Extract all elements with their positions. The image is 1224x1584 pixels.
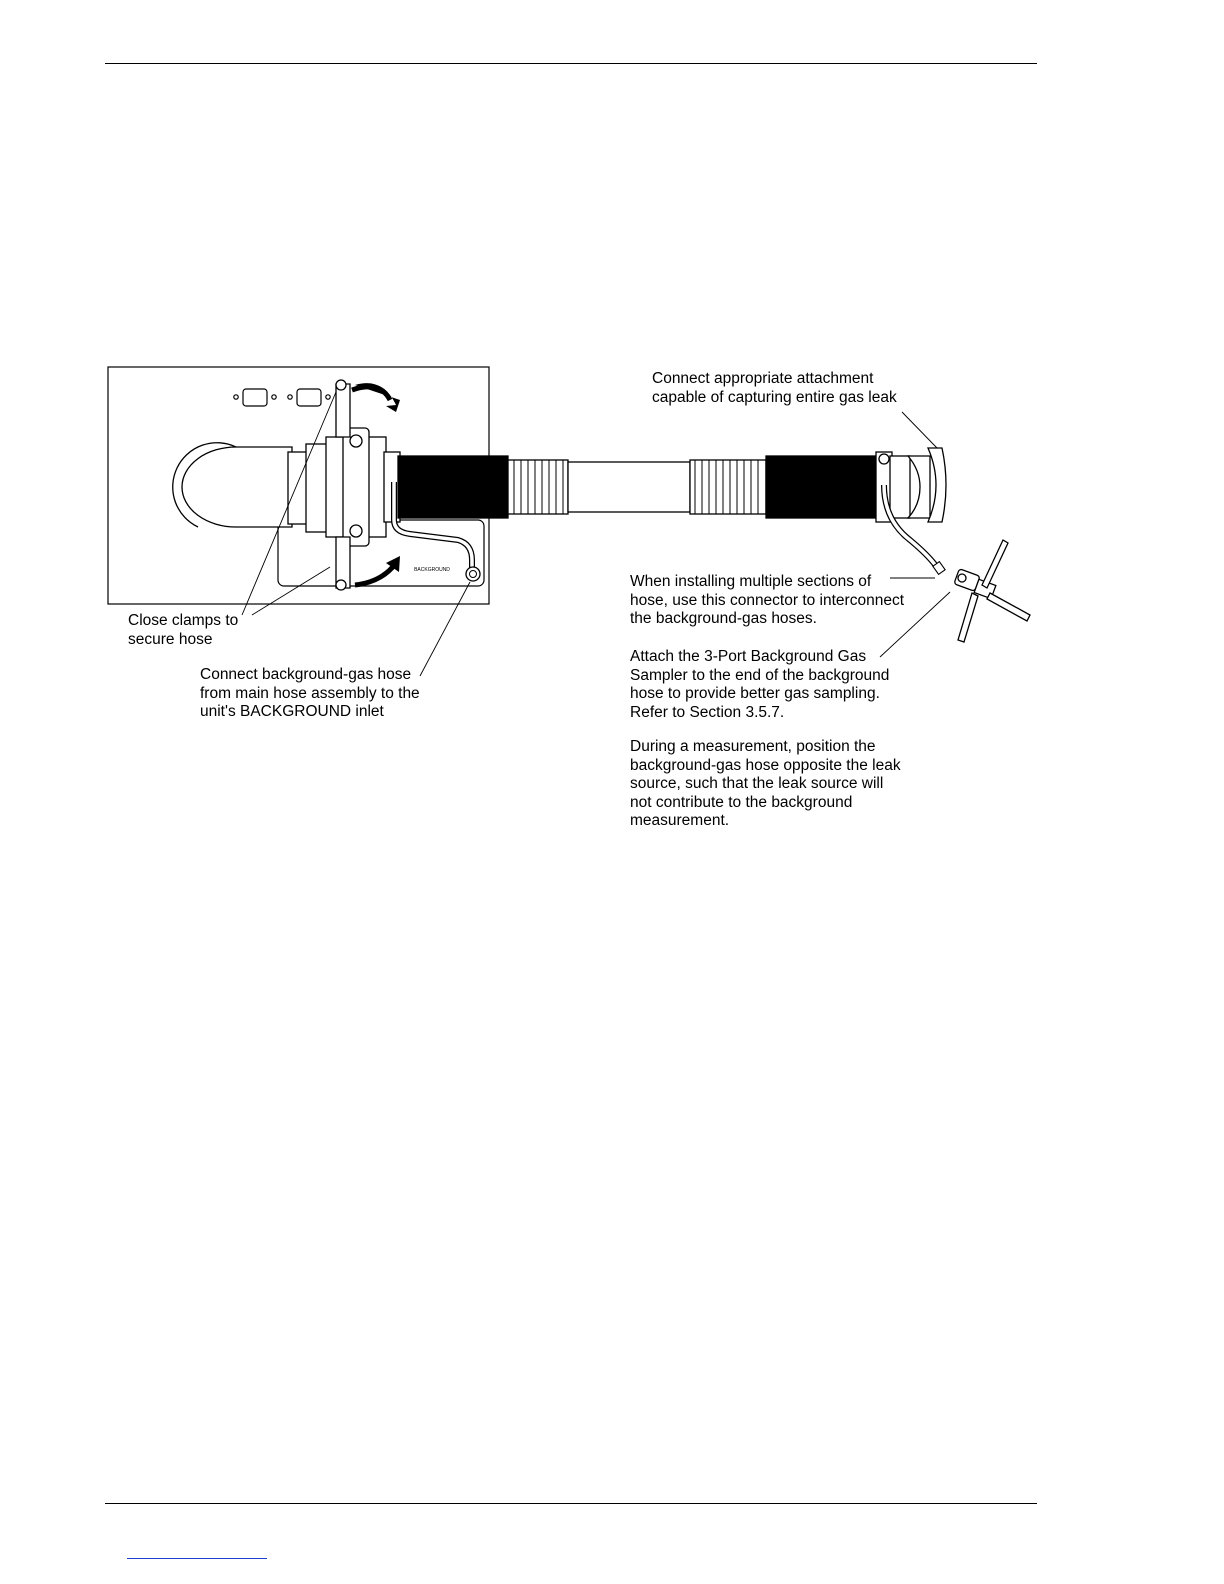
background-label-text: BACKGROUND xyxy=(414,567,450,573)
measurement-callout: During a measurement, position the background-gas hose opposite the leak source, such that the leak source will not contribute to the background measurement. xyxy=(630,738,901,829)
background-hose-callout: Connect background-gas hose from main hose assembly to the unit's BACKGROUND inlet xyxy=(200,666,420,720)
attachment-callout: Connect appropriate attachment capable of capturing entire gas leak xyxy=(652,370,897,406)
footer-link-underline xyxy=(127,1558,267,1559)
three-port-gas-sampler xyxy=(954,540,1030,642)
close-clamps-callout: Close clamps to secure hose xyxy=(128,612,239,648)
sampler-callout: Attach the 3-Port Background Gas Sampler to the end of the background hose to provide better gas sampling. Refer to Section 3.5.7. xyxy=(630,648,890,721)
footer-rule xyxy=(105,1503,1037,1504)
main-hose xyxy=(398,452,892,522)
connector-callout: When installing multiple sections of hose, use this connector to interconnect the background-gas hoses. xyxy=(630,573,904,627)
